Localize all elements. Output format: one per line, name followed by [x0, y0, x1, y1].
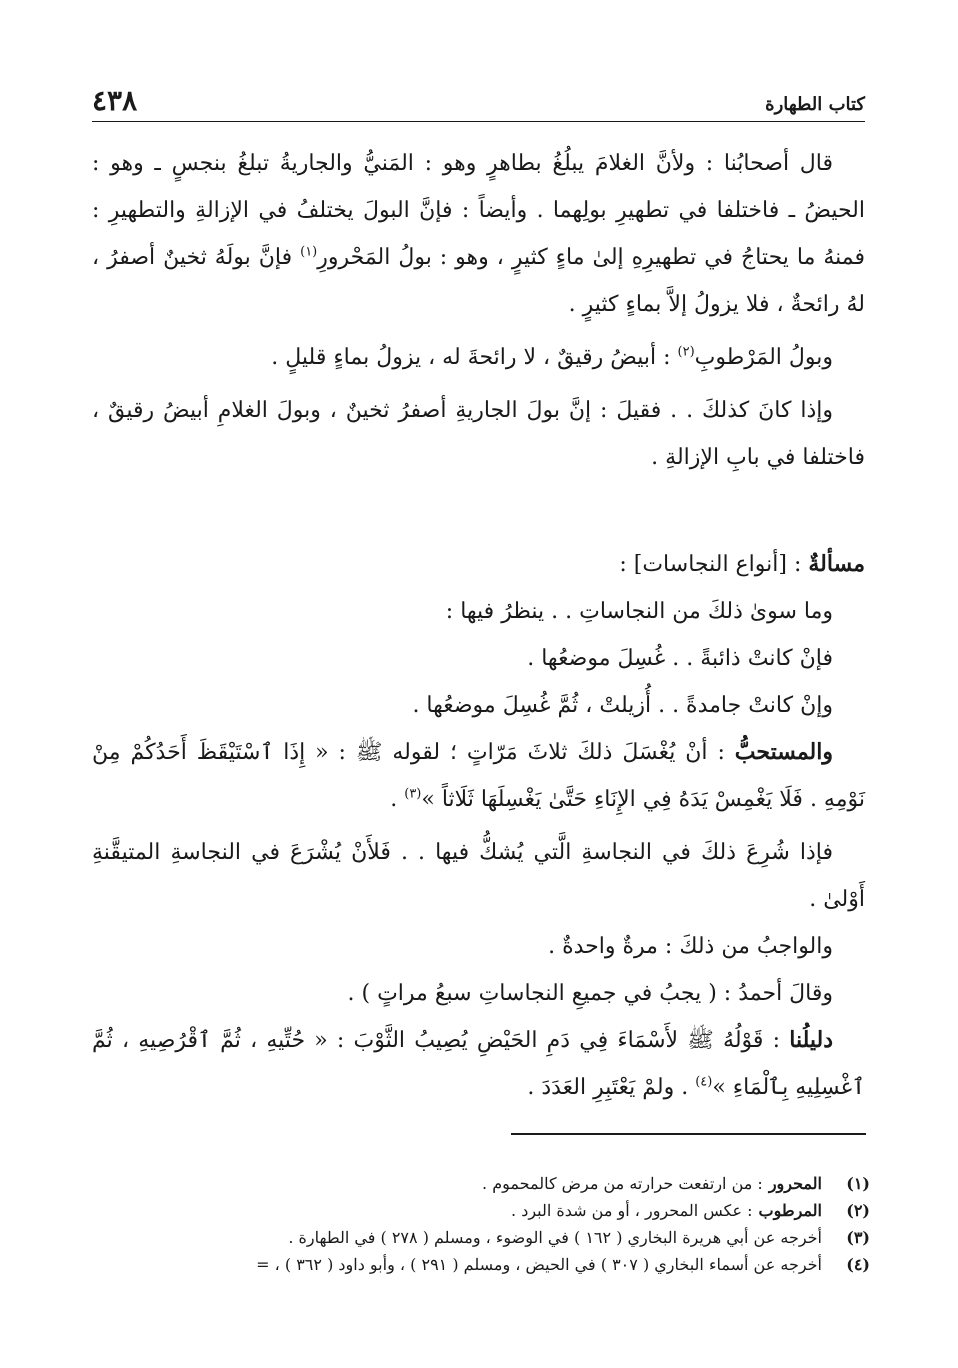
footnote-item	[80, 1224, 870, 1251]
footnote-term: المحرور	[768, 1174, 822, 1193]
running-head: كتاب الطهارة	[765, 94, 865, 115]
footnote-number: (٢)	[846, 1201, 870, 1220]
paragraph	[92, 729, 865, 823]
paragraph: فإذا شُرِعَ ذلكَ في النجاسةِ الَّتي يُشكُّ فيها . . فَلأَنْ يُشْرَعَ في النجاسةِ المتيقَّنةِ أَوْلىٰ .	[92, 840, 865, 912]
paragraph-text: : أنْ يُغْسَلَ ذلكَ ثلاثَ مَرّاتٍ ؛ لقوله ﷺ : « إِذَا ٱسْتَيْقَظَ أَحَدُكُمْ مِنْ نَوْمِهِ . فَلَا يَغْمِسْ يَدَهُ فِي الإِنَاءِ حَتَّىٰ يَغْسِلَهَا ثَلَاثاً »	[92, 740, 865, 812]
paragraph-text: : أبيضُ رقيقٌ ، لا رائحةَ له ، يزولُ بماءٍ قليلٍ .	[271, 345, 678, 370]
page-header	[92, 82, 865, 122]
paragraph: والواجبُ من ذلكَ : مرةٌ واحدةٌ .	[548, 934, 833, 959]
footnote-marker: (٢)	[677, 344, 695, 360]
paragraph: وإنْ كانتْ جامدةً . . أُزيلتْ ، ثُمَّ غُسِلَ موضعُها .	[412, 693, 833, 718]
term-label: دليلُنا	[789, 1027, 833, 1053]
paragraph-text: وبولُ المَرْطوبِ	[694, 345, 833, 370]
paragraph: وما سوىٰ ذلكَ من النجاساتِ . . ينظرُ فيها :	[445, 599, 833, 624]
footnote-text: : من ارتفعت حرارته من مرض كالمحموم .	[482, 1174, 763, 1193]
paragraph: فإنْ كانتْ ذائبةً . . غُسِلَ موضعُها .	[527, 646, 833, 671]
footnote-marker: (٣)	[404, 786, 422, 802]
footnote-number: (١)	[846, 1174, 870, 1193]
paragraph	[92, 140, 865, 328]
footnote-item	[80, 1251, 870, 1278]
footnote-number: (٣)	[846, 1228, 870, 1247]
footnote-number: (٤)	[846, 1255, 870, 1274]
masala-label: مسألةٌ	[808, 551, 865, 577]
paragraph-text: . ولمْ يَعْتَبِرِ العَدَدَ .	[527, 1075, 696, 1100]
main-text	[92, 140, 865, 1111]
footnote-divider	[511, 1133, 866, 1135]
paragraph: وقالَ أحمدُ : ( يجبُ في جميعِ النجاساتِ سبعُ مراتٍ ) .	[347, 981, 833, 1006]
footnotes	[80, 1170, 870, 1278]
paragraph-text: .	[390, 787, 405, 812]
section-heading	[92, 541, 865, 588]
footnote-text: أخرجه عن أبي هريرة البخاري ( ١٦٢ ) في الوضوء ، ومسلم ( ٢٧٨ ) في الطهارة .	[288, 1228, 822, 1247]
footnote-item	[80, 1197, 870, 1224]
paragraph	[92, 334, 865, 381]
paragraph: وإذا كانَ كذلكَ . . فقيلَ : إنَّ بولَ الجاريةِ أصفرُ ثخينٌ ، وبولَ الغلامِ أبيضُ رقيقٌ ، فاختلفا في بابِ الإزالةِ .	[92, 398, 865, 470]
footnote-item	[80, 1170, 870, 1197]
paragraph-text: فإنَّ بولَهُ ثخينٌ أصفرُ ، لهُ رائحةٌ ، فلا يزولُ إلاَّ بماءٍ كثيرٍ .	[92, 245, 865, 317]
paragraph-text: : قَوْلُهُ ﷺ لأَسْمَاءَ فِي دَمِ الحَيْضِ يُصِيبُ الثَّوْبَ : « حُتِّيهِ ، ثُمَّ ٱقْرُصِيهِ ، ثُمَّ ٱغْسِلِيهِ بِٱلْمَاءِ »	[92, 1028, 865, 1100]
footnote-text: أخرجه عن أسماء البخاري ( ٣٠٧ ) في الحيض ، ومسلم ( ٢٩١ ) ، وأبو داود ( ٣٦٢ ) ، =	[256, 1255, 822, 1274]
page-number: ٤٣٨	[92, 84, 138, 117]
term-label: والمستحبُّ	[734, 739, 833, 765]
paragraph-text: قال أصحابُنا : ولأنَّ الغلامَ يبلُغُ بطاهرٍ وهو : المَنيُّ والجاريةُ تبلغُ بنجسٍ ـ وهو : الحيضُ ـ فاختلفا في تطهيرِ بولِهما . وأيضاً : فإنَّ البولَ يختلفُ في الإزالةِ والتطهيرِ : فمنهُ ما يحتاجُ في تطهيرِهِ إلىٰ ماءٍ كثيرٍ ، وهو : بولُ المَحْرورِ	[92, 151, 865, 270]
section-title: : [أنواع النجاسات] :	[619, 552, 809, 577]
footnote-marker: (١)	[300, 244, 318, 260]
footnote-marker: (٤)	[695, 1074, 713, 1090]
paragraph	[92, 1017, 865, 1111]
footnote-text: : عكس المحرور ، أو من شدة البرد .	[511, 1201, 753, 1220]
footnote-term: المرطوب	[758, 1201, 822, 1220]
